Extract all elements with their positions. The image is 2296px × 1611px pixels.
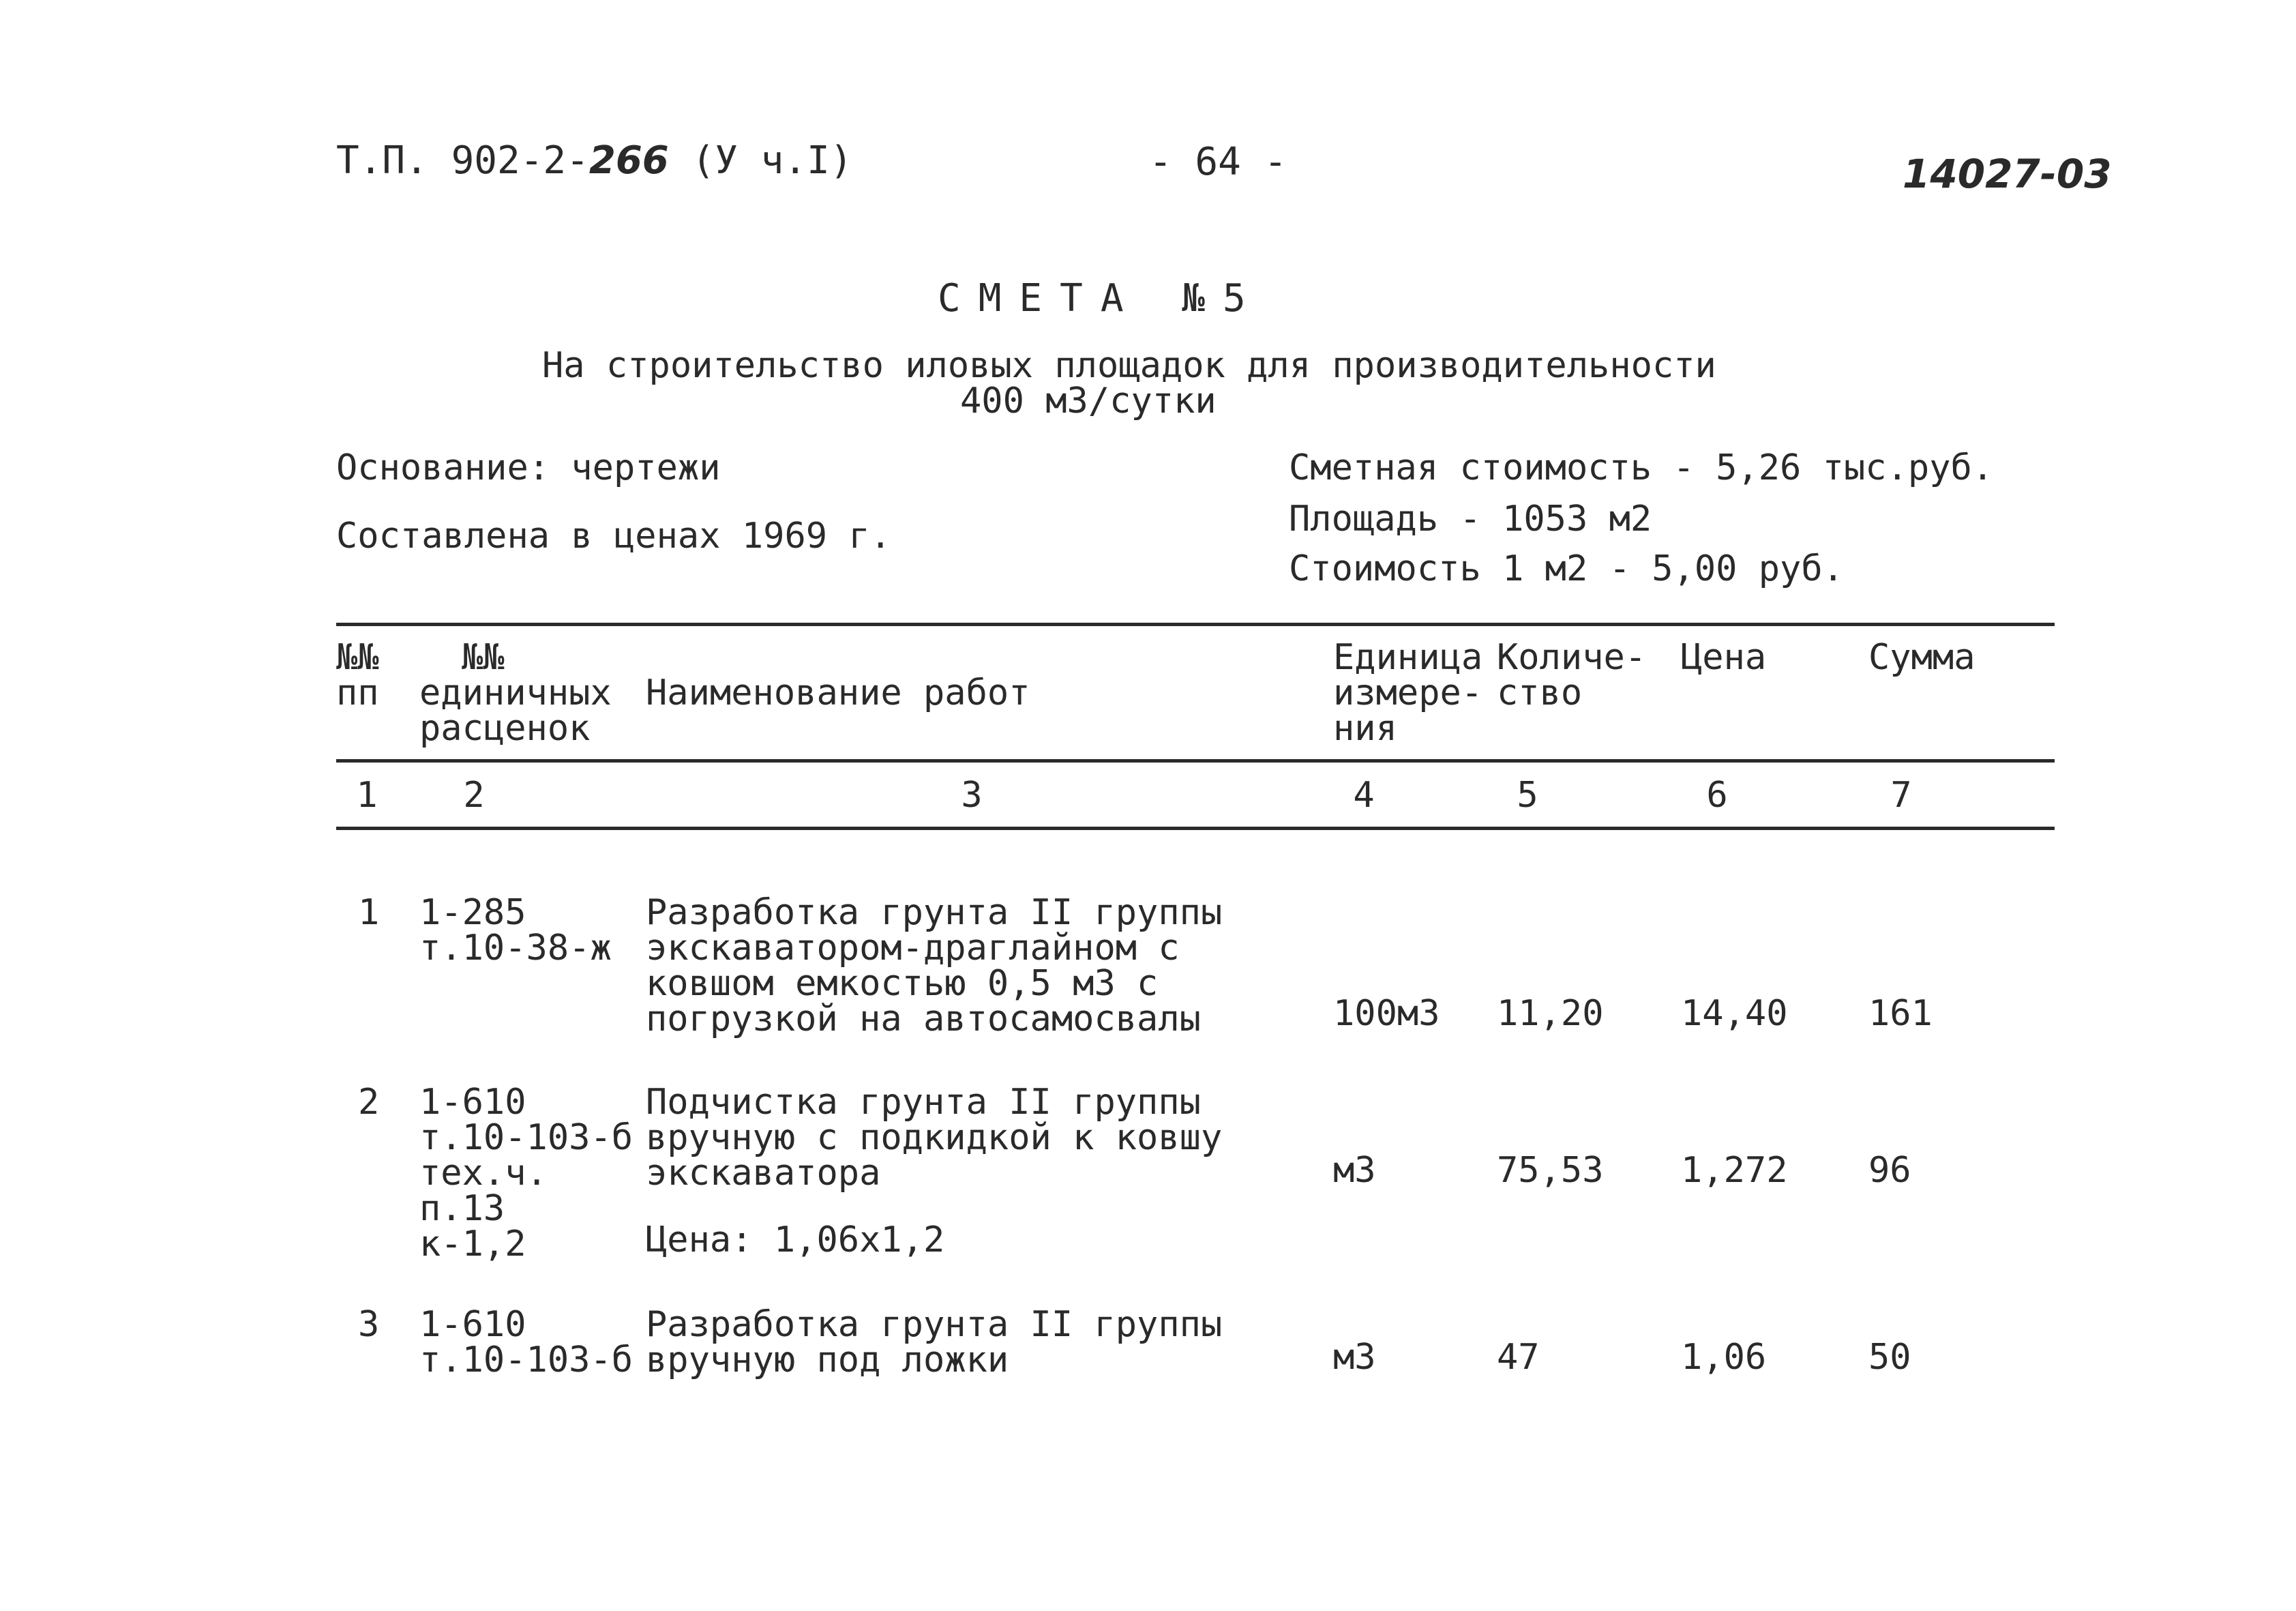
row-unit: м3 — [1333, 1337, 1376, 1378]
row-sum: 96 — [1868, 1150, 1911, 1191]
table-header-rule — [336, 759, 2055, 763]
document-code — [336, 138, 853, 183]
row-price: 1,272 — [1681, 1150, 1788, 1191]
document-code-prefix: Т.П. 902-2- — [336, 138, 589, 183]
estimate-title: СМЕТА №5 — [938, 276, 1264, 321]
basis-text: Основание: чертежи — [336, 447, 721, 488]
row-qty: 75,53 — [1497, 1150, 1604, 1191]
row-num: 3 — [358, 1304, 380, 1345]
row-name: Разработка грунта II группы экскаватором-драглайном с ковшом емкостью 0,5 м3 с погрузкой на автосамосвалы — [646, 892, 1223, 1039]
header-sum: Сумма — [1868, 637, 1976, 678]
row-name: Разработка грунта II группы вручную под ложки — [646, 1304, 1223, 1380]
table-top-rule — [336, 623, 2055, 626]
header-qty: Количе- ство — [1497, 637, 1647, 713]
prices-year-text: Составлена в ценах 1969 г. — [336, 516, 891, 557]
colnum-2: 2 — [463, 775, 485, 816]
colnum-5: 5 — [1517, 775, 1538, 816]
estimate-subtitle-line2: 400 м3/сутки — [960, 381, 1217, 422]
row-sum: 50 — [1868, 1337, 1911, 1378]
row-num: 2 — [358, 1082, 380, 1123]
header-unit: Единица измере- ния — [1333, 637, 1483, 749]
row-price: 1,06 — [1681, 1337, 1767, 1378]
row-rate: 1-610 т.10-103-б — [419, 1304, 633, 1380]
row-num: 1 — [358, 892, 380, 933]
row-unit: 100м3 — [1333, 993, 1440, 1034]
document-code-handwritten: 266 — [588, 138, 669, 183]
colnum-1: 1 — [356, 775, 378, 816]
header-name: Наименование работ — [646, 673, 1030, 713]
sheet-code: 14027-03 — [1903, 151, 2112, 197]
row-qty: 11,20 — [1497, 993, 1604, 1034]
header-price: Цена — [1681, 637, 1767, 678]
row-name: Подчистка грунта II группы вручную с подкидкой к ковшу экскаватора — [646, 1082, 1223, 1194]
row-qty: 47 — [1497, 1337, 1540, 1378]
colnum-3: 3 — [961, 775, 983, 816]
colnum-4: 4 — [1353, 775, 1375, 816]
estimate-subtitle-line1: На строительство иловых площадок для производительности — [542, 345, 1716, 386]
row-unit: м3 — [1333, 1150, 1376, 1191]
header-rate: №№ единичных расценок — [419, 637, 612, 749]
row-sum: 161 — [1868, 993, 1933, 1034]
colnum-6: 6 — [1706, 775, 1728, 816]
page-number: - 64 - — [1149, 140, 1287, 184]
colnum-7: 7 — [1890, 775, 1912, 816]
row-price-note: Цена: 1,06х1,2 — [646, 1220, 945, 1260]
row-rate: 1-285 т.10-38-ж — [419, 892, 612, 969]
row-price: 14,40 — [1681, 993, 1788, 1034]
cost-per-m2-text: Стоимость 1 м2 - 5,00 руб. — [1289, 548, 1844, 589]
area-text: Площадь - 1053 м2 — [1289, 499, 1652, 540]
row-rate: 1-610 т.10-103-б тех.ч. п.13 к-1,2 — [419, 1082, 633, 1265]
estimated-cost-text: Сметная стоимость - 5,26 тыс.руб. — [1289, 447, 1994, 488]
header-num: №№ пп — [336, 637, 379, 713]
table-colnum-rule — [336, 827, 2055, 830]
document-code-suffix: (У ч.I) — [691, 138, 853, 183]
